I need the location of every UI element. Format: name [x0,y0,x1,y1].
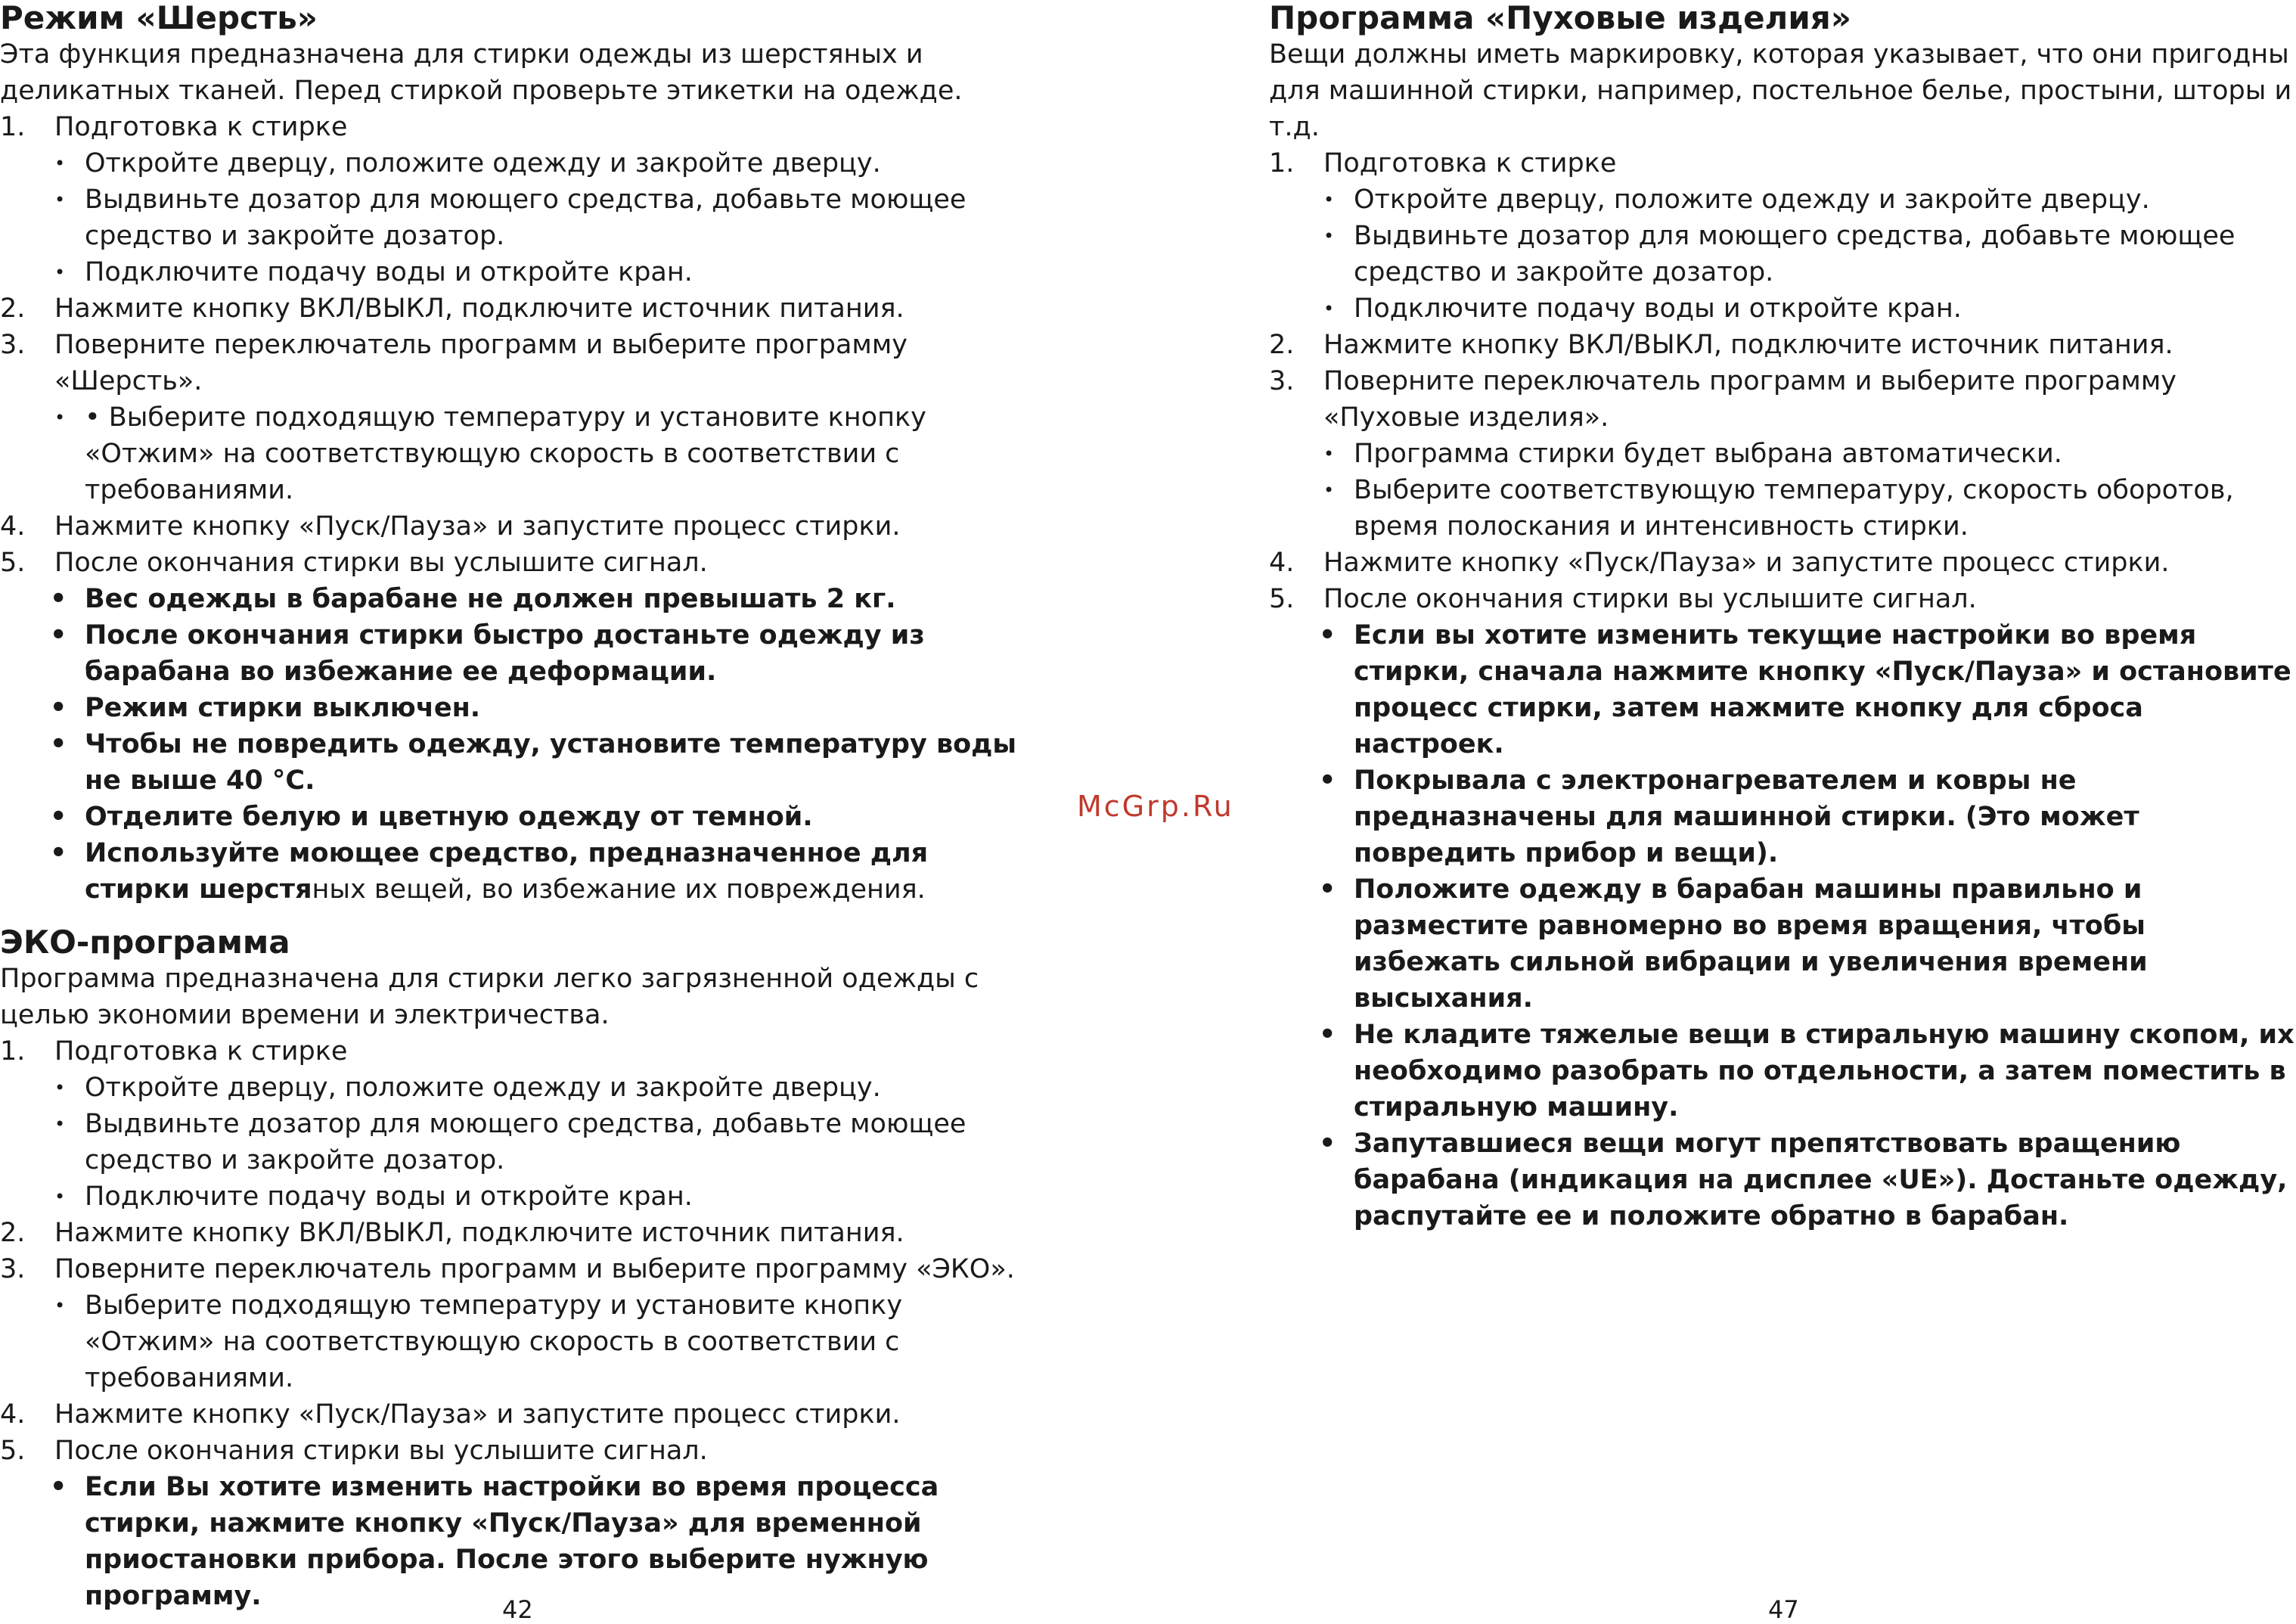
wool-intro: Эта функция предназначена для стирки одежды из шерстяных и деликатных тканей. Перед стиркой проверьте этикетки на одежде. [0,39,963,106]
right-page [1269,0,2296,1234]
bullet-item: • Подключите подачу воды и откройте кран. [1323,293,1962,324]
list-item: 1. Подготовка к стирке [0,112,348,142]
warning-item: • Отделите белую и цветную одежду от темной. [50,802,813,832]
bullet-item: • Выдвиньте дозатор для моющего средства, добавьте моющее средство и закройте дозатор. [54,1109,966,1175]
left-page [0,0,1029,1614]
down-intro: Вещи должны иметь маркировку, которая указывает, что они пригодны для машинной стирки, например, постельное белье, простыни, шторы и т.д. [1269,39,2292,142]
warning-item: • Используйте моющее средство, предназначенное для стирки шерстяных вещей, во избежание их повреждения. [50,838,929,905]
list-item: 1. Подготовка к стирке [0,1036,348,1067]
bullet-item: • • Выберите подходящую температуру и установите кнопку «Отжим» на соответствующую скорость в соответствии с требованиями. [54,402,926,505]
list-item: 3. Поверните переключатель программ и выберите программу «Пуховые изделия». [1269,366,2177,433]
list-item: 4. Нажмите кнопку «Пуск/Пауза» и запустите процесс стирки. [1269,548,2170,578]
warning-item: • Вес одежды в барабане не должен превышать 2 кг. [50,584,896,614]
wool-title: Режим «Шерсть» [0,0,318,36]
warning-item: • Чтобы не повредить одежду, установите температуру воды не выше 40 °C. [50,729,1017,796]
warning-item: • Если Вы хотите изменить настройки во время процесса стирки, нажмите кнопку «Пуск/Пауза» для временной приостановки прибора. После этого выберите нужную программу. [50,1472,939,1611]
warning-item: • Покрывала с электронагревателем и ковры не предназначены для машинной стирки. (Это может повредить прибор и вещи). [1319,765,2139,868]
list-item: 5. После окончания стирки вы услышите сигнал. [1269,584,1977,614]
warning-item: • Режим стирки выключен. [50,693,481,723]
warning-item: • Положите одежду в барабан машины правильно и разместите равномерно во время вращения, чтобы избежать сильной вибрации и увеличения времени высыхания. [1319,874,2148,1014]
warning-item: • Запутавшиеся вещи могут препятствовать вращению барабана (индикация на дисплее «UE»). Достаньте одежду, распутайте ее и положите обратно в барабан. [1319,1129,2288,1231]
list-item: 3. Поверните переключатель программ и выберите программу «Шерсть». [0,330,908,396]
bullet-item: • Подключите подачу воды и откройте кран. [54,257,693,287]
eco-intro: Программа предназначена для стирки легко загрязненной одежды с целью экономии времени и электричества. [0,964,979,1030]
list-item: 5. После окончания стирки вы услышите сигнал. [0,548,708,578]
bullet-item: • Откройте дверцу, положите одежду и закройте дверцу. [54,1073,881,1103]
bullet-item: • Откройте дверцу, положите одежду и закройте дверцу. [54,148,881,179]
page-number-right: 47 [1768,1595,1799,1624]
bullet-item: • Выберите подходящую температуру и установите кнопку «Отжим» на соответствующую скорость в соответствии с требованиями. [54,1290,903,1393]
warning-item: • Если вы хотите изменить текущие настройки во время стирки, сначала нажмите кнопку «Пуск/Пауза» и остановите процесс стирки, затем нажмите кнопку для сброса настроек. [1319,620,2291,759]
bullet-item: • Выдвиньте дозатор для моющего средства, добавьте моющее средство и закройте дозатор. [54,185,966,251]
page-number-left: 42 [502,1595,533,1624]
bullet-item: • Выберите соответствующую температуру, скорость оборотов, время полоскания и интенсивность стирки. [1323,475,2234,542]
watermark: McGrp.Ru [1077,790,1234,823]
list-item: 3. Поверните переключатель программ и выберите программу «ЭКО». [0,1254,1015,1284]
list-item: 5. После окончания стирки вы услышите сигнал. [0,1436,708,1466]
list-item: 4. Нажмите кнопку «Пуск/Пауза» и запустите процесс стирки. [0,511,901,542]
down-title: Программа «Пуховые изделия» [1269,0,1851,36]
warning-item: • Не кладите тяжелые вещи в стиральную машину скопом, их необходимо разобрать по отдельности, а затем поместить в стиральную машину. [1319,1020,2294,1123]
bullet-item: • Подключите подачу воды и откройте кран. [54,1182,693,1212]
list-item: 2. Нажмите кнопку ВКЛ/ВЫКЛ, подключите источник питания. [0,1218,904,1248]
bullet-item: • Выдвиньте дозатор для моющего средства, добавьте моющее средство и закройте дозатор. [1323,221,2235,287]
eco-title: ЭКО-программа [0,924,290,961]
warning-item: • После окончания стирки быстро достаньте одежду из барабана во избежание ее деформации. [50,620,925,687]
list-item: 1. Подготовка к стирке [1269,148,1617,179]
list-item: 4. Нажмите кнопку «Пуск/Пауза» и запустите процесс стирки. [0,1399,901,1430]
list-item: 2. Нажмите кнопку ВКЛ/ВЫКЛ, подключите источник питания. [1269,330,2173,360]
bullet-item: • Программа стирки будет выбрана автоматически. [1323,439,2062,469]
list-item: 2. Нажмите кнопку ВКЛ/ВЫКЛ, подключите источник питания. [0,293,904,324]
bullet-item: • Откройте дверцу, положите одежду и закройте дверцу. [1323,185,2150,215]
